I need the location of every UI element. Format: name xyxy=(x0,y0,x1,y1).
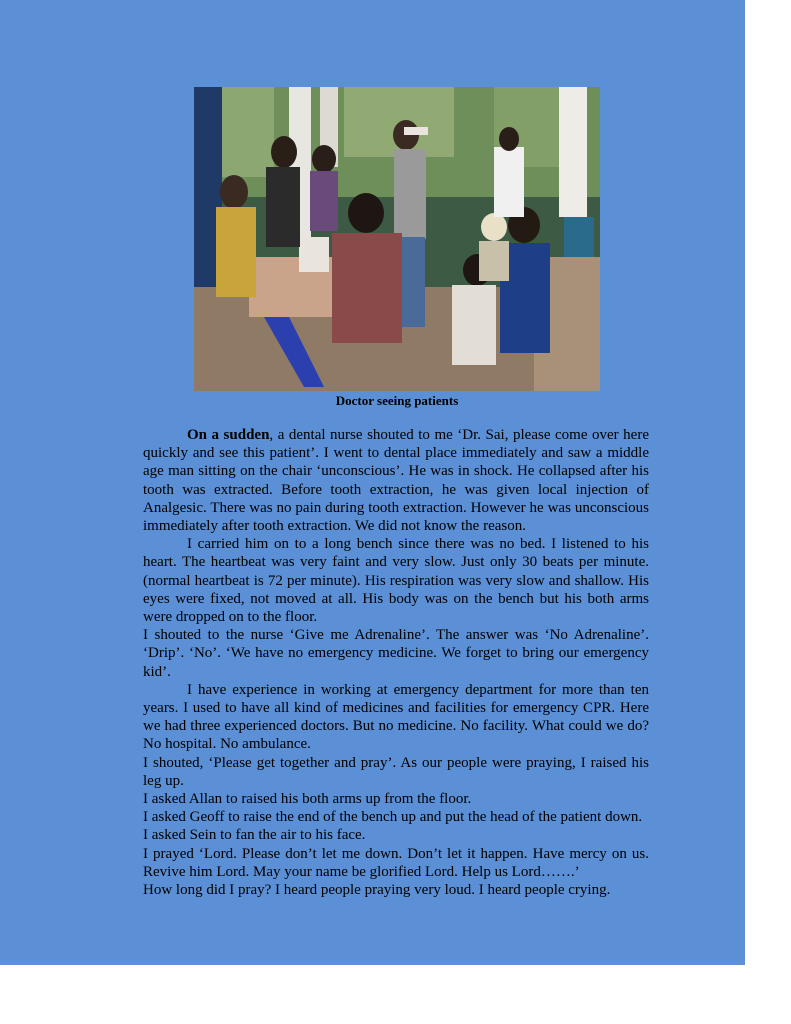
paragraph-2: I carried him on to a long bench since there was no bed. I listened to his heart. The heartbeat was very faint and very slow. Just only 30 beats per minute. (normal heartbeat is 72 per minute). His respiration was very slow and shallow. His eyes were fixed, not moved at all. His body was on the bench but his both arms were dropped on to the floor. xyxy=(143,536,649,626)
paragraph-1-rest: , a dental nurse shouted to me ‘Dr. Sai, please come over here quickly and see this patient’. I went to dental place immediately and saw a middle age man sitting on the chair ‘unconscious’. He was in shock. He collapsed after his tooth was extracted. Before tooth extraction, he was given local injection of Analgesic. There was no pain during tooth extraction. However he was unconscious immediately after tooth extraction. We did not know the reason. xyxy=(143,427,649,535)
article-body xyxy=(143,426,649,899)
paragraph-3: I shouted to the nurse ‘Give me Adrenaline’. The answer was ‘No Adrenaline’. ‘Drip’. ‘No’. ‘We have no emergency medicine. We forget to bring our emergency kid’. xyxy=(143,627,649,680)
paragraph-1 xyxy=(143,426,649,535)
paragraph-5: I shouted, ‘Please get together and pray’. As our people were praying, I raised his leg up. xyxy=(143,754,649,789)
paragraph-1-lead: On a sudden xyxy=(187,427,270,443)
paragraph-7: I asked Geoff to raise the end of the bench up and put the head of the patient down. xyxy=(143,809,643,826)
paragraph-4: I have experience in working at emergency department for more than ten years. I used to have all kind of medicines and facilities for emergency CPR. Here we had three experienced doctors. But no medicine. No facility. What could we do? No hospital. No ambulance. xyxy=(143,681,649,753)
photo-illustration xyxy=(194,87,600,391)
photo-caption: Doctor seeing patients xyxy=(335,393,459,408)
photo-doctor-seeing-patients xyxy=(194,87,600,391)
paragraph-10: How long did I pray? I heard people praying very loud. I heard people crying. xyxy=(143,882,611,899)
paragraph-9: I prayed ‘Lord. Please don’t let me down. Don’t let it happen. Have mercy on us. Revive him Lord. May your name be glorified Lord. Help us Lord…….’ xyxy=(143,845,649,880)
paragraph-8: I asked Sein to fan the air to his face. xyxy=(143,827,366,844)
paragraph-6: I asked Allan to raised his both arms up from the floor. xyxy=(143,791,472,808)
